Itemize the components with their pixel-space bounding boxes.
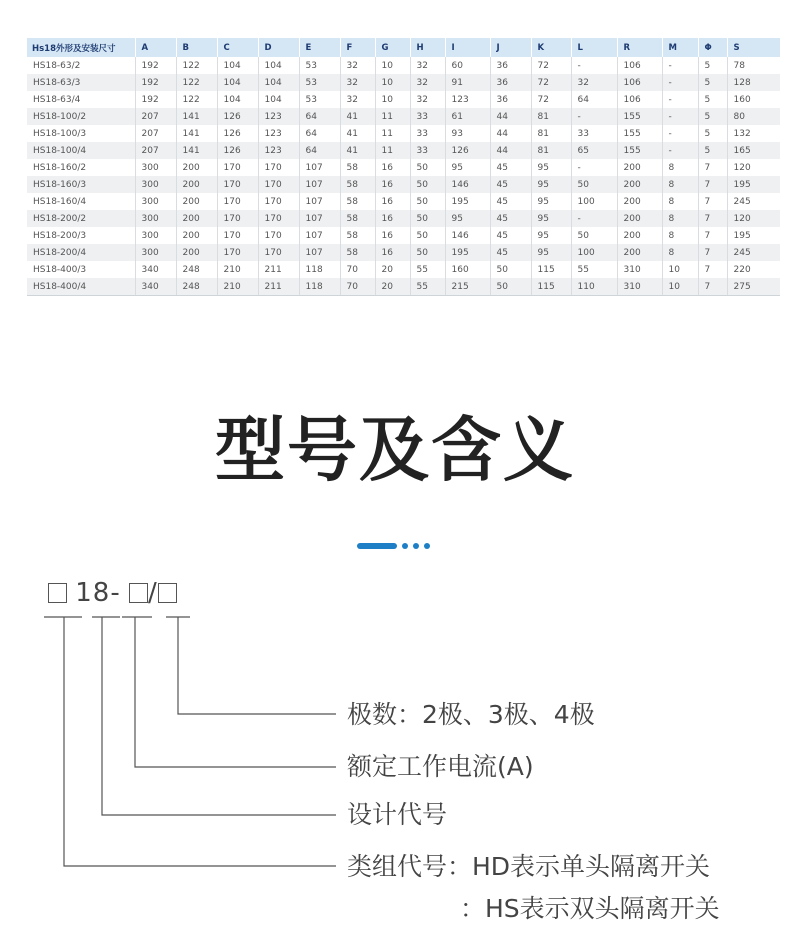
table-cell: 45 bbox=[490, 193, 531, 210]
table-cell: 20 bbox=[375, 278, 410, 296]
leader-poles bbox=[178, 617, 336, 714]
table-cell: 55 bbox=[410, 261, 445, 278]
table-cell: 32 bbox=[571, 74, 617, 91]
table-cell: 170 bbox=[217, 227, 258, 244]
table-cell: 215 bbox=[445, 278, 490, 296]
table-cell: 50 bbox=[410, 159, 445, 176]
table-cell: 5 bbox=[698, 108, 727, 125]
table-cell: 16 bbox=[375, 210, 410, 227]
table-cell: 340 bbox=[135, 261, 176, 278]
table-cell: 32 bbox=[410, 57, 445, 74]
table-header-cell: H bbox=[410, 38, 445, 57]
table-cell: 118 bbox=[299, 261, 340, 278]
table-cell: 11 bbox=[375, 125, 410, 142]
legend-category-hd: 类组代号：HD表示单头隔离开关 bbox=[347, 852, 711, 881]
table-cell: 300 bbox=[135, 176, 176, 193]
table-cell: 50 bbox=[490, 261, 531, 278]
table-cell: 44 bbox=[490, 108, 531, 125]
table-cell: 50 bbox=[571, 176, 617, 193]
table-header-cell: F bbox=[340, 38, 375, 57]
table-cell: 115 bbox=[531, 261, 571, 278]
table-cell: 95 bbox=[531, 210, 571, 227]
table-cell: 45 bbox=[490, 210, 531, 227]
table-cell: 170 bbox=[258, 176, 299, 193]
table-cell: 7 bbox=[698, 210, 727, 227]
table-header-cell: M bbox=[662, 38, 698, 57]
table-header-cell: L bbox=[571, 38, 617, 57]
table-cell: 44 bbox=[490, 125, 531, 142]
table-cell: 200 bbox=[176, 227, 217, 244]
table-cell: 104 bbox=[258, 74, 299, 91]
table-cell: 58 bbox=[340, 210, 375, 227]
table-header-cell: G bbox=[375, 38, 410, 57]
table-cell-model: HS18-63/4 bbox=[27, 91, 135, 108]
table-cell: 200 bbox=[176, 244, 217, 261]
table-cell: 5 bbox=[698, 57, 727, 74]
table-cell-model: HS18-200/3 bbox=[27, 227, 135, 244]
table-cell: 8 bbox=[662, 193, 698, 210]
table-cell: 58 bbox=[340, 244, 375, 261]
table-cell: 95 bbox=[445, 210, 490, 227]
table-cell: 128 bbox=[727, 74, 780, 91]
table-cell: 170 bbox=[258, 227, 299, 244]
table-header-cell: I bbox=[445, 38, 490, 57]
table-cell: 36 bbox=[490, 91, 531, 108]
table-cell: 200 bbox=[617, 176, 662, 193]
table-cell: 123 bbox=[258, 142, 299, 159]
table-cell: 70 bbox=[340, 261, 375, 278]
table-cell: 248 bbox=[176, 261, 217, 278]
table-cell: 120 bbox=[727, 210, 780, 227]
table-cell: 64 bbox=[299, 142, 340, 159]
table-cell: 118 bbox=[299, 278, 340, 296]
table-cell: 45 bbox=[490, 227, 531, 244]
table-header-cell: D bbox=[258, 38, 299, 57]
table-cell: 275 bbox=[727, 278, 780, 296]
table-cell: 7 bbox=[698, 227, 727, 244]
table-cell: 245 bbox=[727, 244, 780, 261]
table-cell-model: HS18-100/4 bbox=[27, 142, 135, 159]
table-cell: - bbox=[662, 74, 698, 91]
table-header-cell: A bbox=[135, 38, 176, 57]
table-cell: 192 bbox=[135, 91, 176, 108]
table-cell: 126 bbox=[445, 142, 490, 159]
table-cell: 16 bbox=[375, 227, 410, 244]
table-cell: 192 bbox=[135, 74, 176, 91]
table-cell-model: HS18-160/2 bbox=[27, 159, 135, 176]
table-cell: 210 bbox=[217, 278, 258, 296]
table-cell: 104 bbox=[258, 57, 299, 74]
table-cell: 340 bbox=[135, 278, 176, 296]
table-cell: 41 bbox=[340, 125, 375, 142]
table-cell: 70 bbox=[340, 278, 375, 296]
table-cell: 106 bbox=[617, 74, 662, 91]
table-cell: 300 bbox=[135, 244, 176, 261]
legend-rated-current: 额定工作电流(A) bbox=[347, 752, 534, 781]
table-cell: 95 bbox=[531, 193, 571, 210]
legend-category-hs: ：HS表示双头隔离开关 bbox=[460, 894, 720, 923]
table-cell: 81 bbox=[531, 142, 571, 159]
table-cell: 120 bbox=[727, 159, 780, 176]
table-cell: 8 bbox=[662, 244, 698, 261]
table-cell: 141 bbox=[176, 125, 217, 142]
table-header-cell: K bbox=[531, 38, 571, 57]
table-cell: 11 bbox=[375, 142, 410, 159]
table-cell: 45 bbox=[490, 159, 531, 176]
table-cell: 53 bbox=[299, 57, 340, 74]
table-cell: 7 bbox=[698, 193, 727, 210]
table-cell: 7 bbox=[698, 278, 727, 296]
table-cell: 95 bbox=[531, 244, 571, 261]
table-cell: 195 bbox=[727, 176, 780, 193]
table-cell: 50 bbox=[410, 176, 445, 193]
table-cell: 200 bbox=[176, 210, 217, 227]
table-cell: 33 bbox=[410, 108, 445, 125]
table-cell: 50 bbox=[410, 244, 445, 261]
table-header-cell: Φ bbox=[698, 38, 727, 57]
table-header-cell: E bbox=[299, 38, 340, 57]
table-cell: 80 bbox=[727, 108, 780, 125]
table-cell: 207 bbox=[135, 125, 176, 142]
table-cell: 200 bbox=[617, 227, 662, 244]
table-cell: 64 bbox=[299, 108, 340, 125]
code-slash: / bbox=[148, 578, 158, 608]
table-cell: 300 bbox=[135, 210, 176, 227]
table-cell: 220 bbox=[727, 261, 780, 278]
table-cell: 200 bbox=[617, 159, 662, 176]
table-cell: 53 bbox=[299, 74, 340, 91]
table-cell: 122 bbox=[176, 91, 217, 108]
table-cell: 107 bbox=[299, 176, 340, 193]
table-cell: 32 bbox=[340, 74, 375, 91]
table-cell: 107 bbox=[299, 210, 340, 227]
table-cell: 104 bbox=[217, 74, 258, 91]
table-cell: 95 bbox=[531, 176, 571, 193]
table-cell: 58 bbox=[340, 159, 375, 176]
table-cell: 32 bbox=[410, 74, 445, 91]
table-cell: 16 bbox=[375, 176, 410, 193]
table-cell-model: HS18-200/2 bbox=[27, 210, 135, 227]
legend-design-code: 设计代号 bbox=[347, 800, 448, 829]
table-cell: 33 bbox=[410, 125, 445, 142]
table-cell: 58 bbox=[340, 176, 375, 193]
table-cell: - bbox=[662, 142, 698, 159]
table-cell: 58 bbox=[340, 227, 375, 244]
table-cell: - bbox=[662, 125, 698, 142]
table-cell: 211 bbox=[258, 278, 299, 296]
table-cell: 55 bbox=[410, 278, 445, 296]
table-cell: 107 bbox=[299, 193, 340, 210]
table-cell-model: HS18-100/3 bbox=[27, 125, 135, 142]
table-cell: 32 bbox=[410, 91, 445, 108]
table-cell: 32 bbox=[340, 91, 375, 108]
table-cell: 36 bbox=[490, 74, 531, 91]
table-cell: 41 bbox=[340, 142, 375, 159]
table-cell: 10 bbox=[375, 57, 410, 74]
table-cell: 170 bbox=[217, 244, 258, 261]
code-series: 18 bbox=[75, 578, 111, 608]
table-cell-model: HS18-200/4 bbox=[27, 244, 135, 261]
table-cell: 160 bbox=[445, 261, 490, 278]
table-cell: 10 bbox=[375, 74, 410, 91]
table-cell: 310 bbox=[617, 278, 662, 296]
table-cell: 106 bbox=[617, 57, 662, 74]
table-cell: 11 bbox=[375, 108, 410, 125]
table-cell: 5 bbox=[698, 125, 727, 142]
table-cell: 170 bbox=[258, 193, 299, 210]
table-cell: 45 bbox=[490, 244, 531, 261]
table-cell: 200 bbox=[176, 159, 217, 176]
table-cell: 5 bbox=[698, 91, 727, 108]
leader-current bbox=[135, 617, 336, 767]
table-cell: 91 bbox=[445, 74, 490, 91]
table-cell: 16 bbox=[375, 159, 410, 176]
table-cell: 211 bbox=[258, 261, 299, 278]
table-cell: 61 bbox=[445, 108, 490, 125]
table-cell: 107 bbox=[299, 244, 340, 261]
table-cell: 165 bbox=[727, 142, 780, 159]
table-cell: - bbox=[571, 210, 617, 227]
table-header-cell: J bbox=[490, 38, 531, 57]
table-cell: 78 bbox=[727, 57, 780, 74]
table-cell: 146 bbox=[445, 227, 490, 244]
table-header-cell: B bbox=[176, 38, 217, 57]
table-cell: 95 bbox=[445, 159, 490, 176]
table-cell: 155 bbox=[617, 125, 662, 142]
table-cell: - bbox=[571, 159, 617, 176]
table-cell: - bbox=[662, 108, 698, 125]
table-cell: 95 bbox=[531, 227, 571, 244]
table-cell: 45 bbox=[490, 176, 531, 193]
table-cell: 170 bbox=[217, 210, 258, 227]
table-cell: 72 bbox=[531, 91, 571, 108]
table-cell: 207 bbox=[135, 142, 176, 159]
table-cell: 65 bbox=[571, 142, 617, 159]
table-cell: 8 bbox=[662, 159, 698, 176]
table-cell: 100 bbox=[571, 244, 617, 261]
table-cell: 72 bbox=[531, 74, 571, 91]
table-cell: 170 bbox=[217, 193, 258, 210]
table-cell: 200 bbox=[617, 244, 662, 261]
table-cell: 7 bbox=[698, 261, 727, 278]
table-cell: 50 bbox=[571, 227, 617, 244]
table-cell: 160 bbox=[727, 91, 780, 108]
table-cell: 141 bbox=[176, 142, 217, 159]
table-cell: - bbox=[662, 57, 698, 74]
table-cell: 207 bbox=[135, 108, 176, 125]
table-cell: 33 bbox=[571, 125, 617, 142]
table-cell: 210 bbox=[217, 261, 258, 278]
table-cell: 200 bbox=[617, 193, 662, 210]
table-cell: 8 bbox=[662, 227, 698, 244]
table-cell: 195 bbox=[727, 227, 780, 244]
table-cell: 170 bbox=[217, 176, 258, 193]
table-cell: 170 bbox=[258, 210, 299, 227]
code-dash: - bbox=[110, 578, 121, 608]
table-cell: 248 bbox=[176, 278, 217, 296]
table-cell: 55 bbox=[571, 261, 617, 278]
table-cell: 7 bbox=[698, 159, 727, 176]
table-cell: 300 bbox=[135, 227, 176, 244]
table-cell: 141 bbox=[176, 108, 217, 125]
table-cell: 110 bbox=[571, 278, 617, 296]
table-cell: 7 bbox=[698, 244, 727, 261]
leader-category bbox=[64, 617, 336, 866]
table-cell: 60 bbox=[445, 57, 490, 74]
table-cell-model: HS18-160/3 bbox=[27, 176, 135, 193]
table-cell: 123 bbox=[445, 91, 490, 108]
table-cell: 8 bbox=[662, 176, 698, 193]
table-cell: 50 bbox=[490, 278, 531, 296]
table-cell: 50 bbox=[410, 227, 445, 244]
table-cell: 72 bbox=[531, 57, 571, 74]
table-cell: 310 bbox=[617, 261, 662, 278]
table-cell: 81 bbox=[531, 108, 571, 125]
table-cell: 170 bbox=[217, 159, 258, 176]
table-header-cell: R bbox=[617, 38, 662, 57]
table-cell: 195 bbox=[445, 193, 490, 210]
table-cell: 200 bbox=[617, 210, 662, 227]
table-cell: 170 bbox=[258, 159, 299, 176]
table-cell: - bbox=[571, 108, 617, 125]
table-cell: 53 bbox=[299, 91, 340, 108]
table-cell: 146 bbox=[445, 176, 490, 193]
table-cell: 122 bbox=[176, 57, 217, 74]
table-cell: 104 bbox=[217, 57, 258, 74]
leader-design bbox=[102, 617, 336, 815]
table-cell: 200 bbox=[176, 193, 217, 210]
table-cell: 44 bbox=[490, 142, 531, 159]
table-cell: 104 bbox=[258, 91, 299, 108]
table-cell: 123 bbox=[258, 125, 299, 142]
table-cell: 115 bbox=[531, 278, 571, 296]
table-cell: 50 bbox=[410, 210, 445, 227]
table-cell: 10 bbox=[375, 91, 410, 108]
table-cell: 132 bbox=[727, 125, 780, 142]
table-cell: 170 bbox=[258, 244, 299, 261]
table-cell: 126 bbox=[217, 108, 258, 125]
table-cell-model: HS18-400/4 bbox=[27, 278, 135, 296]
table-cell: 245 bbox=[727, 193, 780, 210]
table-cell: 104 bbox=[217, 91, 258, 108]
table-cell: 300 bbox=[135, 159, 176, 176]
table-cell: 50 bbox=[410, 193, 445, 210]
table-cell: 155 bbox=[617, 108, 662, 125]
table-cell: 5 bbox=[698, 142, 727, 159]
table-cell-model: HS18-100/2 bbox=[27, 108, 135, 125]
table-cell-model: HS18-63/3 bbox=[27, 74, 135, 91]
table-cell-model: HS18-160/4 bbox=[27, 193, 135, 210]
table-cell: 192 bbox=[135, 57, 176, 74]
table-cell: 64 bbox=[571, 91, 617, 108]
table-cell: - bbox=[571, 57, 617, 74]
table-cell: 36 bbox=[490, 57, 531, 74]
table-cell: 155 bbox=[617, 142, 662, 159]
table-cell: 126 bbox=[217, 125, 258, 142]
table-cell: 7 bbox=[698, 176, 727, 193]
table-cell: 20 bbox=[375, 261, 410, 278]
table-cell: 33 bbox=[410, 142, 445, 159]
table-cell: 5 bbox=[698, 74, 727, 91]
table-cell: 93 bbox=[445, 125, 490, 142]
table-cell: 200 bbox=[176, 176, 217, 193]
table-cell: 10 bbox=[662, 261, 698, 278]
table-cell: 195 bbox=[445, 244, 490, 261]
table-cell: 41 bbox=[340, 108, 375, 125]
table-cell: 100 bbox=[571, 193, 617, 210]
table-cell: 106 bbox=[617, 91, 662, 108]
table-cell: 107 bbox=[299, 227, 340, 244]
legend-poles: 极数：2极、3极、4极 bbox=[347, 700, 595, 729]
table-cell: 16 bbox=[375, 193, 410, 210]
table-cell: - bbox=[662, 91, 698, 108]
table-header-cell: C bbox=[217, 38, 258, 57]
table-cell: 58 bbox=[340, 193, 375, 210]
table-cell: 107 bbox=[299, 159, 340, 176]
table-cell: 122 bbox=[176, 74, 217, 91]
table-cell: 64 bbox=[299, 125, 340, 142]
table-cell: 81 bbox=[531, 125, 571, 142]
table-header-cell: S bbox=[727, 38, 780, 57]
table-header-cell: Hs18外形及安装尺寸 bbox=[27, 38, 135, 57]
table-cell-model: HS18-63/2 bbox=[27, 57, 135, 74]
section-title: 型号及含义 bbox=[215, 409, 575, 491]
table-cell: 300 bbox=[135, 193, 176, 210]
table-cell: 8 bbox=[662, 210, 698, 227]
table-cell: 95 bbox=[531, 159, 571, 176]
table-cell-model: HS18-400/3 bbox=[27, 261, 135, 278]
table-cell: 32 bbox=[340, 57, 375, 74]
table-cell: 16 bbox=[375, 244, 410, 261]
table-cell: 123 bbox=[258, 108, 299, 125]
table-cell: 126 bbox=[217, 142, 258, 159]
table-cell: 10 bbox=[662, 278, 698, 296]
